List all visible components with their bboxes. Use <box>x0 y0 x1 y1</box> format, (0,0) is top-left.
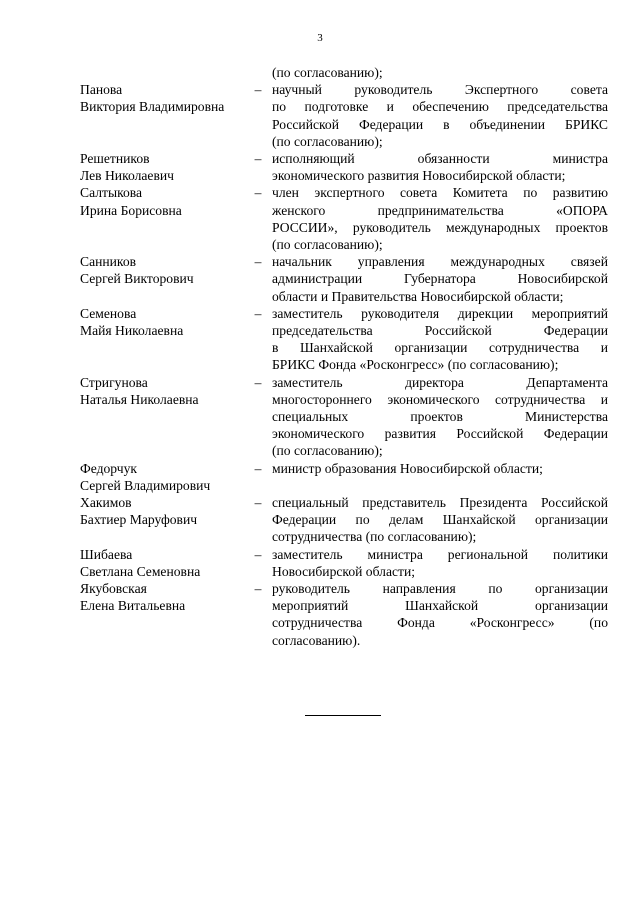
person-name <box>80 460 250 494</box>
end-rule <box>305 715 381 716</box>
person-name-line: Якубовская <box>80 581 147 596</box>
page-number: 3 <box>317 32 323 44</box>
person-name-line: Хакимов <box>80 495 132 510</box>
position-line: министр образования Новосибирской области; <box>272 460 543 476</box>
position-description <box>272 580 608 649</box>
dash-separator: – <box>254 82 262 98</box>
dash-separator: – <box>254 495 262 510</box>
position-line: в Шанхайской организации сотрудничества и <box>272 340 608 356</box>
position-line: сотрудничества Фонда «Росконгресс» (по <box>272 615 608 631</box>
position-line: исполняющий обязанности министра <box>272 151 608 166</box>
dash-separator: – <box>254 185 262 201</box>
position-line: сотрудничества (по согласованию); <box>272 529 477 545</box>
position-line: председательства Российской Федерации <box>272 323 608 338</box>
person-name-line: Шибаева <box>80 546 133 562</box>
position-line: заместитель руководителя дирекции мероприятий <box>272 305 608 321</box>
person-name-line: Санников <box>80 254 137 270</box>
person-name <box>80 494 250 528</box>
position-line: администрации Губернатора Новосибирской <box>272 271 608 287</box>
position-line: экономического развития Российской Федерации <box>272 426 608 442</box>
position-line: член экспертного совета Комитета по развитию <box>272 185 608 201</box>
position-line: Федерации по делам Шанхайской организации <box>272 512 608 528</box>
person-name-line: Сергей Викторович <box>80 271 194 287</box>
position-line: руководитель направления по организации <box>272 581 608 596</box>
person-name-line: Решетников <box>80 151 150 166</box>
person-name <box>80 305 250 339</box>
person-name-line: Лев Николаевич <box>80 168 174 184</box>
position-line: области и Правительства Новосибирской области; <box>272 288 564 304</box>
position-line: БРИКС Фонда «Росконгресс» (по согласованию); <box>272 357 559 373</box>
position-description <box>272 81 608 150</box>
position-description <box>272 150 608 184</box>
person-name-line: Светлана Семеновна <box>80 563 201 579</box>
person-name-line: Семенова <box>80 305 137 321</box>
position-line: экономического развития Новосибирской области; <box>272 168 566 184</box>
person-name-line: Стригунова <box>80 374 148 390</box>
person-name <box>80 546 250 580</box>
position-line: Новосибирской области; <box>272 563 416 579</box>
position-description <box>272 460 608 477</box>
person-name <box>80 150 250 184</box>
person-name-line: Федорчук <box>80 460 138 476</box>
position-line: (по согласованию); <box>272 237 383 252</box>
person-name-line: Сергей Владимирович <box>80 477 211 493</box>
position-line: (по согласованию); <box>272 133 383 149</box>
position-line: мероприятий Шанхайской организации <box>272 598 608 614</box>
position-description <box>272 253 608 305</box>
dash-separator: – <box>254 151 262 166</box>
person-name-line: Елена Витальевна <box>80 598 186 614</box>
dash-separator: – <box>254 581 262 596</box>
position-description <box>272 546 608 580</box>
dash-separator: – <box>254 460 262 476</box>
continuation-line: (по согласованию); <box>272 65 383 80</box>
person-name-line: Салтыкова <box>80 185 143 201</box>
dash-separator: – <box>254 254 262 270</box>
position-line: Российской Федерации в объединении БРИКС <box>272 116 608 132</box>
position-line: (по согласованию); <box>272 443 383 459</box>
position-line: научный руководитель Экспертного совета <box>272 82 608 98</box>
position-line: специальный представитель Президента Российской <box>272 495 608 510</box>
position-line: заместитель министра региональной политики <box>272 546 608 562</box>
person-name-line: Бахтиер Маруфович <box>80 512 198 528</box>
position-description <box>272 494 608 546</box>
position-line: специальных проектов Министерства <box>272 409 608 424</box>
person-name <box>80 374 250 408</box>
dash-separator: – <box>254 546 262 562</box>
dash-separator: – <box>254 374 262 390</box>
position-line: РОССИИ», руководитель международных проектов <box>272 219 608 235</box>
person-name-line: Наталья Николаевна <box>80 391 199 407</box>
person-name-line: Виктория Владимировна <box>80 99 225 115</box>
position-line: по подготовке и обеспечению председательства <box>272 99 608 115</box>
dash-separator: – <box>254 305 262 321</box>
position-line: женского предпринимательства «ОПОРА <box>272 202 608 218</box>
position-line: многостороннего экономического сотрудничества и <box>272 391 608 407</box>
person-name <box>80 580 250 614</box>
position-line: начальник управления международных связей <box>272 254 608 270</box>
person-name-line: Ирина Борисовна <box>80 202 182 218</box>
person-name-line: Панова <box>80 82 123 98</box>
position-line: заместитель директора Департамента <box>272 374 608 390</box>
person-name <box>80 184 250 218</box>
position-description <box>272 305 608 374</box>
person-name <box>80 253 250 287</box>
position-line: согласованию). <box>272 632 361 648</box>
position-description <box>272 374 608 460</box>
position-description <box>272 184 608 253</box>
person-name-line: Майя Николаевна <box>80 323 184 338</box>
person-name <box>80 81 250 115</box>
